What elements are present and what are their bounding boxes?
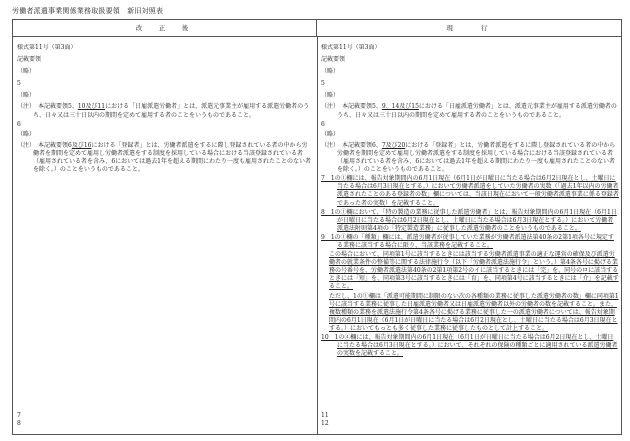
header-after-revision: 改 正 後 (13, 20, 317, 37)
guide-heading: 記載要領 (321, 56, 346, 64)
comparison-table (12, 19, 622, 435)
omitted-text: （略） (321, 130, 340, 138)
changed-reference: 9、14及び15 (381, 103, 419, 111)
document-title: 労働者派遣事業関係業務取扱要領 新旧対照表 (12, 7, 164, 15)
form-number: 様式第11号（第3面） (321, 44, 381, 51)
item-7-text: 7 1の①欄には、報告対象期間内の6月1日現在（6月1日が日曜日に当たる場合は6月2日現在とし、土曜日に当たる場合は6月3日現在とする。）において労働者派遣をしていた労働者の実数（「過去1年以内の労働者派遣されたことのある登録者の数」欄については、当該日現在において一般労働者派遣事業に係る登録者であった者の実数）を記載すること。 (321, 175, 619, 207)
note-registrants: （注） 本記載要領6、7及び20における「登録者」とは、労働者派遣をするに際し登録されている者の中から労働者を期間を定めて雇用し労働者派遣をする制度を採用している場合における当該登録されている者（雇用されている者を含み、6においては過去1年を超える期間にわたり一度も雇用されたことのない者を除く。）のことをいうものであること。 (321, 141, 616, 174)
changed-reference: 10及び11 (77, 103, 106, 111)
note-daily-workers: （注） 本記載要領5、9、14及び15における「日雇派遣労働者」とは、派遣元事業主が雇用する派遣労働者のうち、日々又は三十日以内の期間を定めて雇用する者のことをいうものであること。 (321, 103, 617, 119)
item-number-8: 8 (17, 419, 21, 427)
note-daily-workers: （注） 本記載要領5、10及び11における「日雇派遣労働者」とは、派遣元事業主が雇用する派遣労働者のうち、日々又は三十日以内の期間を定めて雇用する者のことをいうものであること。 (17, 103, 310, 119)
item-number-7: 7 (17, 411, 21, 419)
item-9-proviso: ただし、1の①欄は「派遣可能期間に制限のない次の各種類の業務に従事した派遣労働者の数」欄に同項第1号に該当する業務に従事した日雇派遣労働者又は日雇派遣労働者以外の労働者の数を記載すること。また、複数種類の業務を派遣法施行令第4条各号に掲げる業務に従事した一の派遣労働者については、報告対象期間内の6月1日現在（6月1日が日曜日に当たる場合は6月2日現在とし、土曜日に当たる場合は6月3日現在とする。）においてもっとも多く従事した業務に従事したものとして計上すること。 (329, 292, 619, 332)
item-number-6: 6 (321, 120, 325, 128)
item-number-6: 6 (17, 120, 21, 128)
column-after-revision (17, 44, 311, 430)
right-trailing-numbers (321, 412, 329, 428)
changed-reference: 7及び20 (381, 141, 406, 149)
note-registrants: （注） 本記載要領6及び16における「登録者」とは、労働者派遣をするに際し登録されている者の中から労働者を期間を定めて雇用し労働者派遣をする制度を採用している場合における当該登録されている者（雇用されている者を含み、6においては過去1年を超える期間にわたり一度も雇用されたことのない者を除く。）のことをいうものであること。 (17, 141, 311, 174)
omitted-text: （略） (17, 92, 36, 100)
header-current: 現 行 (317, 20, 622, 37)
omitted-text: （略） (17, 68, 36, 76)
column-current (321, 44, 619, 430)
item-number-5: 5 (321, 80, 325, 88)
item-10-text: 10 1の④欄には、報告対象期間内の6月1日現在（6月1日が日曜日に当たる場合は6月2日現在とし、土曜日に当たる場合は6月3日現在とする。）において、それぞれの保険の種類ごとに適用されている派遣労働者の実数を記載すること。 (321, 334, 618, 358)
omitted-text: （略） (321, 92, 340, 100)
item-9-text: 9 1の①欄の「種類」欄には、派遣労働者が従事していた業務が労働者派遣法第40条の2第1項各号に規定する業務に該当する場合に限り、当該業務を記載すること。 (321, 233, 614, 249)
item-8-text: 8 1の①欄において、「特の製造の業務に従事した派遣労働者」とは、報告対象期間内の6月1日現在（6月1日が日曜日に当たる場合は6月2日現在とし、土曜日に当たる場合は6月3日現在とする。）において労働者派遣法附則第4項の「特定製造業務」に従事した派遣労働者のことをいうものであること。 (321, 208, 617, 232)
column-divider (317, 37, 318, 434)
form-number: 様式第11号（第3面） (17, 44, 77, 51)
left-trailing-numbers (17, 412, 21, 428)
item-number-11: 11 (321, 411, 329, 419)
item-number-5: 5 (17, 80, 21, 88)
guide-heading: 記載要領 (17, 56, 42, 64)
changed-reference: 及び16 (71, 141, 92, 149)
item-9-continuation: この場合において、同項第1号に該当するときには該当する労働者派遣事業の適正な運営の確保及び派遣労働者の就業条件の整備等に関する法律施行令（以下「労働者派遣法施行令」という。）第4条各号に掲げる業務の号番号を、労働者派遣法第40条の2第1項第2号のイに該当するときには「完」を、同号のロに該当するときには「短」を、同項第3号に該当するときには「育」を、同項第4号に該当するときには「介」を記載すること。 (329, 251, 619, 291)
item-number-12: 12 (321, 419, 329, 427)
omitted-text: （略） (17, 130, 36, 138)
omitted-text: （略） (321, 68, 340, 76)
